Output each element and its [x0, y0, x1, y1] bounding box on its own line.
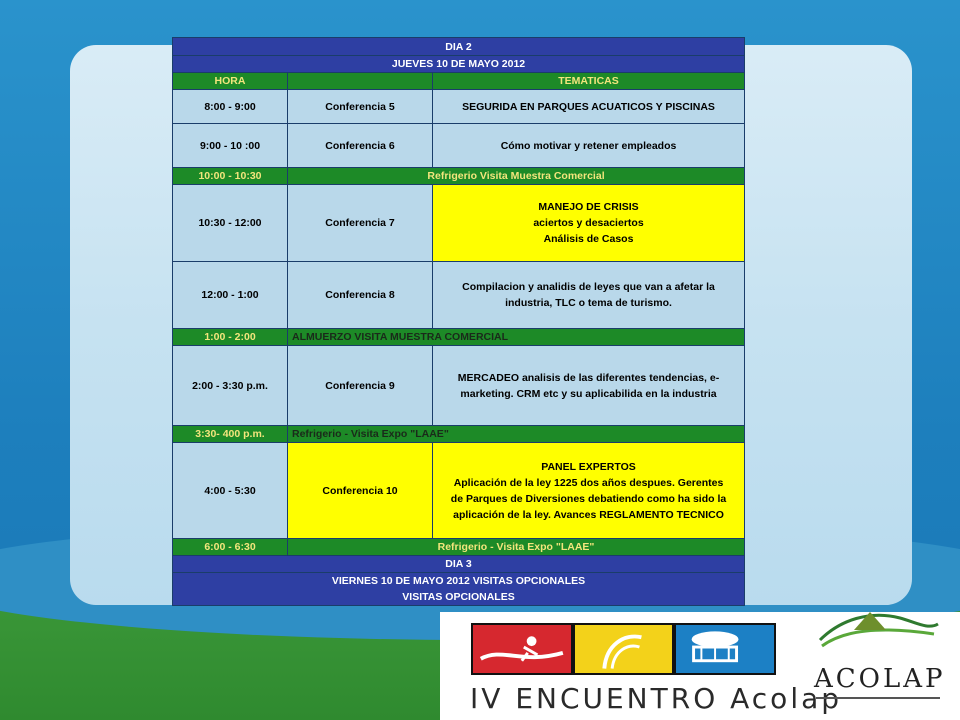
schedule-table [172, 37, 745, 606]
row-topic [433, 346, 745, 426]
topic-line: MANEJO DE CRISIS [538, 201, 639, 213]
break-time: 10:00 - 10:30 [173, 168, 288, 185]
day3-line: VIERNES 10 DE MAYO 2012 VISITAS OPCIONALES [331, 575, 586, 587]
row-topic: Cómo motivar y retener empleados [433, 124, 745, 168]
row-time: 2:00 - 3:30 p.m. [173, 346, 288, 426]
row-topic [433, 185, 745, 262]
row-time: 8:00 - 9:00 [173, 90, 288, 124]
day3-title: DIA 3 [173, 556, 745, 573]
break-label: Refrigerio - Visita Expo "LAAE" [288, 426, 745, 443]
break-time: 1:00 - 2:00 [173, 329, 288, 346]
break-label: ALMUERZO VISITA MUESTRA COMERCIAL [288, 329, 745, 346]
carousel-logo-icon [676, 625, 774, 673]
row-conference: Conferencia 9 [288, 346, 433, 426]
topic-line: aplicación de la ley. Avances REGLAMENTO TECNICO [453, 508, 724, 521]
day3-details [173, 573, 745, 606]
row-conference: Conferencia 10 [288, 443, 433, 539]
row-time: 12:00 - 1:00 [173, 262, 288, 329]
topic-line: MERCADEO analisis de las diferentes tendencias, e- [457, 371, 720, 384]
header-empty [288, 73, 433, 90]
break-label: Refrigerio Visita Muestra Comercial [288, 168, 745, 185]
topic-line: Compilacion y analidis de leyes que van a afetar la [462, 281, 715, 293]
row-topic [433, 443, 745, 539]
sponsor-logo-strip [471, 623, 776, 675]
topic-line: marketing. CRM etc y su aplicabilida en la industria [460, 387, 717, 400]
topic-line: aciertos y desaciertos [533, 217, 644, 229]
row-conference: Conferencia 6 [288, 124, 433, 168]
day2-title: DIA 2 [173, 38, 745, 56]
topic-line: Análisis de Casos [543, 233, 634, 245]
row-time: 4:00 - 5:30 [173, 443, 288, 539]
row-conference: Conferencia 8 [288, 262, 433, 329]
topic-line: de Parques de Diversiones debatiendo como ha sido la [450, 492, 727, 505]
event-title: IV ENCUENTRO Acolap [470, 682, 843, 715]
row-conference: Conferencia 7 [288, 185, 433, 262]
row-topic [433, 262, 745, 329]
day2-date: JUEVES 10 DE MAYO 2012 [173, 56, 745, 73]
day3-line: VISITAS OPCIONALES [402, 591, 515, 603]
swimmer-logo-icon [473, 625, 571, 673]
acolap-logo-text: ACOLAP [814, 664, 946, 694]
row-time: 9:00 - 10 :00 [173, 124, 288, 168]
break-time: 6:00 - 6:30 [173, 539, 288, 556]
break-time: 3:30- 400 p.m. [173, 426, 288, 443]
topic-line: industria, TLC o tema de turismo. [505, 297, 672, 309]
row-topic: SEGURIDA EN PARQUES ACUATICOS Y PISCINAS [433, 90, 745, 124]
row-conference: Conferencia 5 [288, 90, 433, 124]
fountain-logo-icon [575, 625, 673, 673]
acolap-logo [810, 600, 945, 715]
break-label: Refrigerio - Visita Expo "LAAE" [288, 539, 745, 556]
topic-line: PANEL EXPERTOS [541, 460, 636, 473]
header-hora: HORA [173, 73, 288, 90]
header-tematicas: TEMATICAS [433, 73, 745, 90]
topic-line: Aplicación de la ley 1225 dos años despues. Gerentes [453, 476, 724, 489]
row-time: 10:30 - 12:00 [173, 185, 288, 262]
